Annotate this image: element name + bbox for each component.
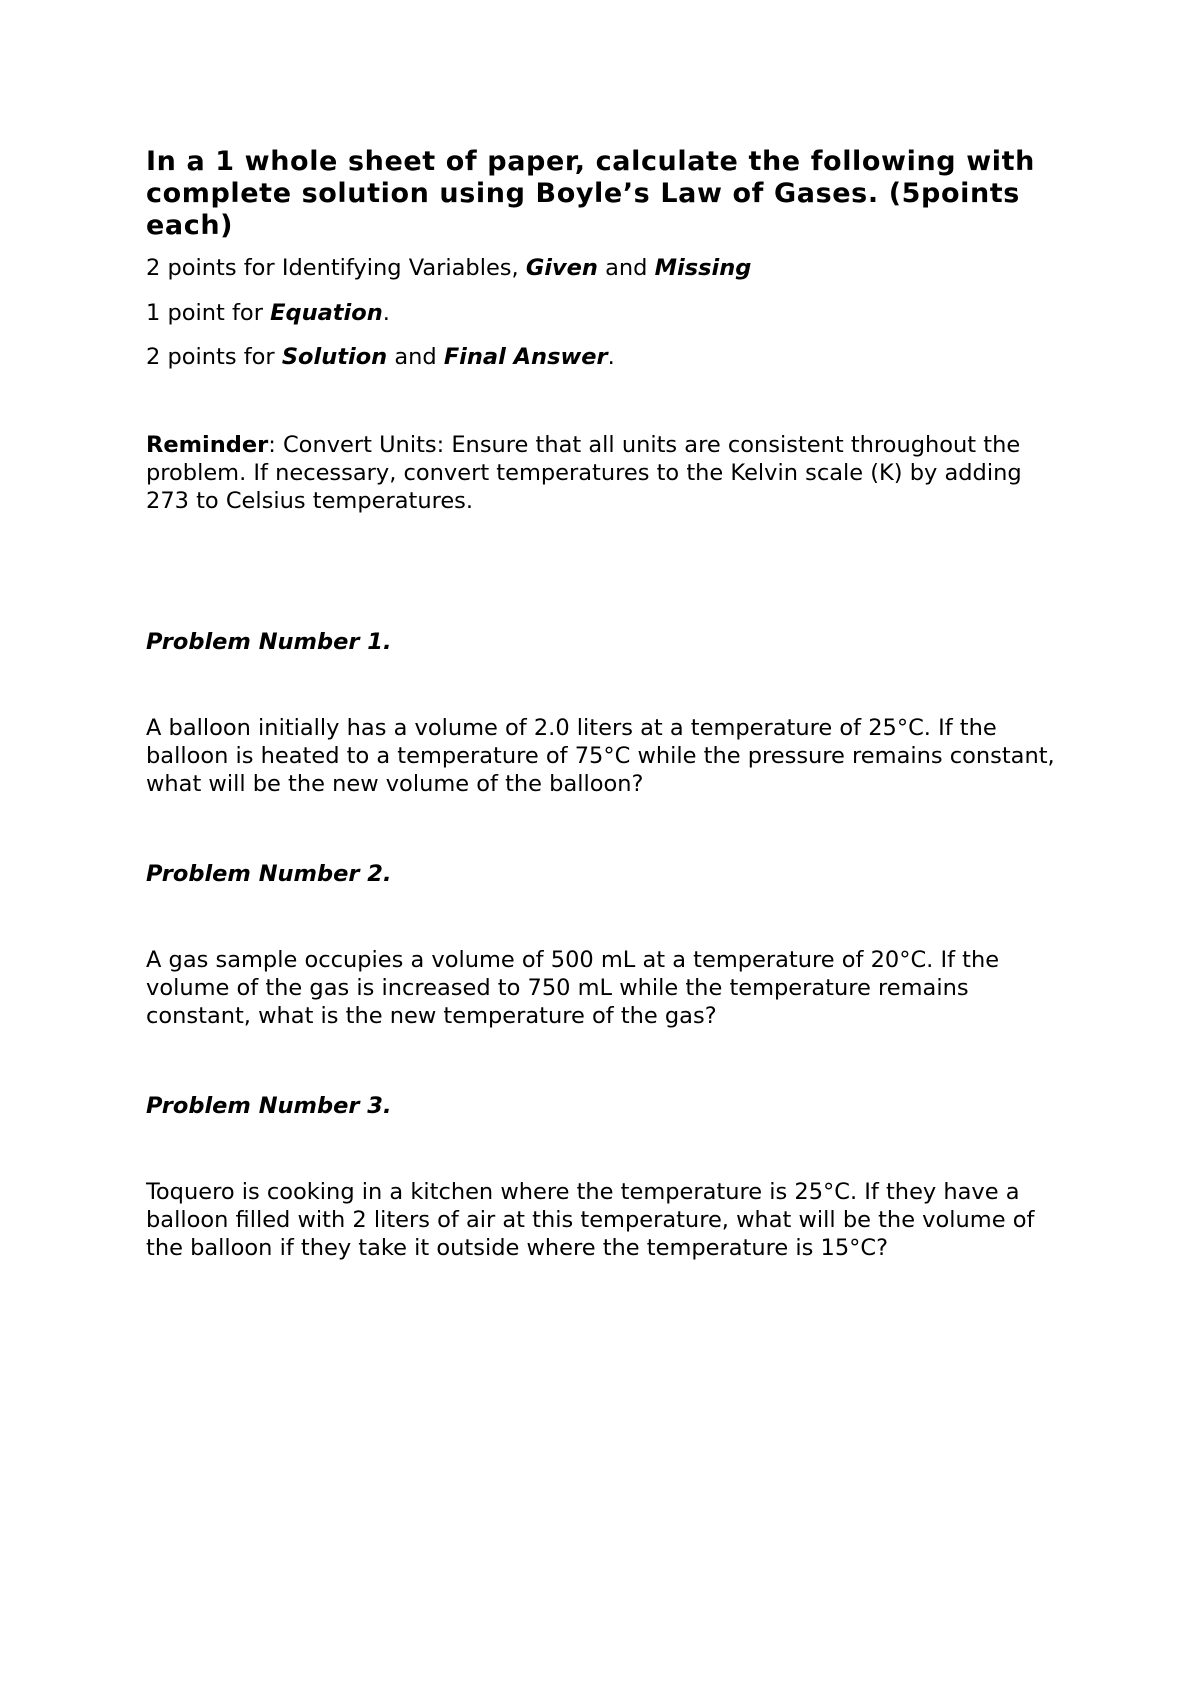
problem-heading: Problem Number 1. [146,629,392,655]
problem-text: A balloon initially has a volume of 2.0 liters at a temperature of 25°C. If the balloon is heated to a temperature of 75°C while the pressure remains constant, what will be the new volume of the balloon? [146,715,1055,797]
criteria-emphasis: Equation [270,300,383,326]
reminder-text: : Convert Units: Ensure that all units are consistent throughout the problem. If necessary, convert temperatures to the Kelvin scale (K) by adding 273 to Celsius temperatures. [146,432,1022,514]
criteria-text: . [607,344,615,370]
criteria-text: . [382,300,390,326]
criteria-equation [146,299,1066,327]
problem-heading: Problem Number 3. [146,1093,392,1119]
problem-text: Toquero is cooking in a kitchen where the temperature is 25°C. If they have a balloon filled with 2 liters of air at this temperature, what will be the volume of the balloon if they take it outside where the temperature is 15°C? [146,1179,1035,1261]
criteria-identifying-variables [146,254,1066,282]
reminder-label: Reminder [146,432,269,458]
instructions-title: In a 1 whole sheet of paper, calculate the following with complete solution using Boyle’s Law of Gases. (5points each) [146,146,1035,241]
criteria-emphasis: Missing [654,255,752,281]
problem-text: A gas sample occupies a volume of 500 mL at a temperature of 20°C. If the volume of the gas is increased to 750 mL while the temperature remains constant, what is the new temperature of the gas? [146,947,1000,1029]
problem-heading: Problem Number 2. [146,861,392,887]
criteria-emphasis: Given [525,255,598,281]
criteria-text: 1 point for [146,300,271,326]
criteria-emphasis: Final Answer [443,344,608,370]
criteria-emphasis: Solution [281,344,388,370]
criteria-solution [146,343,1066,371]
criteria-text: and [597,255,655,281]
document-body [146,146,1066,1262]
reminder-paragraph [146,431,1066,515]
criteria-text: 2 points for [146,344,282,370]
criteria-text: 2 points for Identifying Variables, [146,255,526,281]
criteria-text: and [387,344,444,370]
